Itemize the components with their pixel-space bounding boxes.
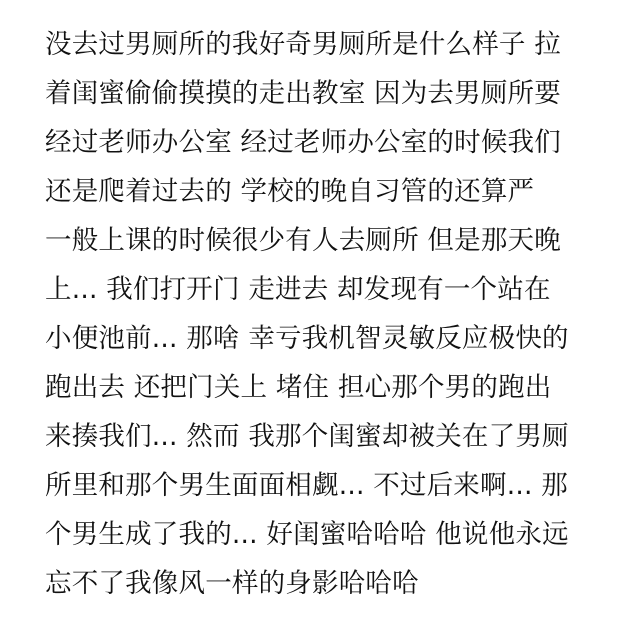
text-line: 一般上课的时候很少有人去厕所 但是那天晚 xyxy=(45,225,561,256)
text-line: 还是爬着过去的 学校的晚自习管的还算严 xyxy=(45,176,535,207)
text-line: 个男生成了我的... 好闺蜜哈哈哈 他说他永远 xyxy=(45,519,569,550)
text-line: 经过老师办公室 经过老师办公室的时候我们 xyxy=(45,127,561,158)
text-line: 所里和那个男生面面相觑... 不过后来啊... 那 xyxy=(45,470,568,501)
text-line: 着闺蜜偷偷摸摸的走出教室 因为去男厕所要 xyxy=(45,78,561,109)
document-body xyxy=(45,20,615,608)
text-line: 来揍我们... 然而 我那个闺蜜却被关在了男厕 xyxy=(45,421,569,452)
text-line: 忘不了我像风一样的身影哈哈哈 xyxy=(45,568,419,599)
text-line: 没去过男厕所的我好奇男厕所是什么样子 拉 xyxy=(45,29,561,60)
text-line: 小便池前... 那啥 幸亏我机智灵敏反应极快的 xyxy=(45,323,569,354)
text-line: 跑出去 还把门关上 堵住 担心那个男的跑出 xyxy=(45,372,552,403)
text-line: 上... 我们打开门 走进去 却发现有一个站在 xyxy=(45,274,551,305)
